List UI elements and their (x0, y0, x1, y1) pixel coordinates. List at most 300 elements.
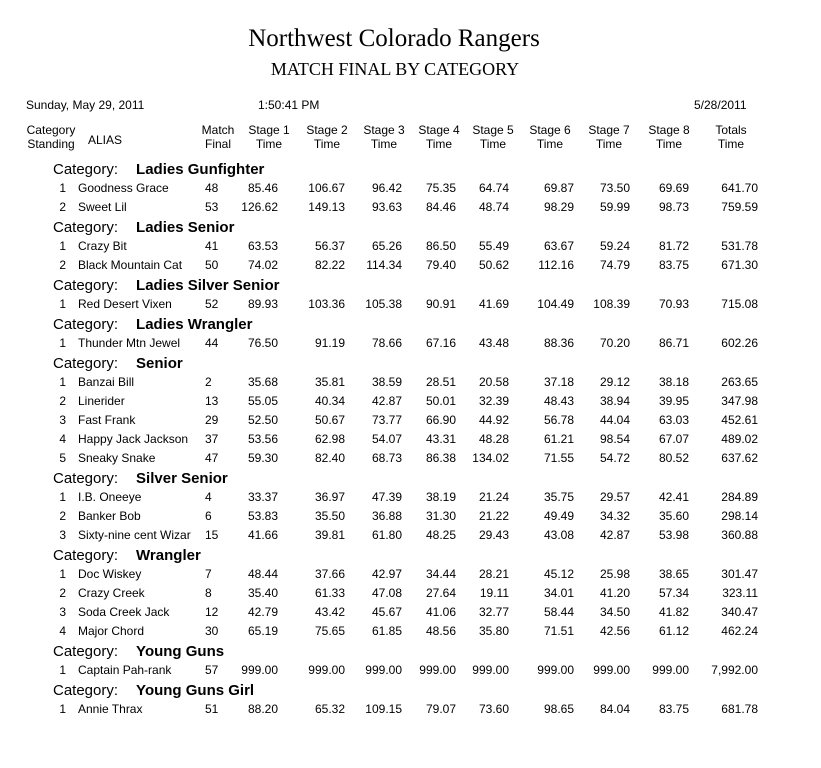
stage-8-cell: 61.12 (658, 624, 689, 638)
alias-cell: Captain Pah-rank (78, 663, 172, 677)
standing-cell: 4 (59, 432, 66, 446)
total-cell: 641.70 (721, 181, 758, 195)
stage-5-cell: 20.58 (478, 375, 509, 389)
stage-7-cell: 999.00 (593, 663, 630, 677)
alias-cell: Sweet Lil (78, 200, 127, 214)
stage-1-cell: 53.56 (247, 432, 278, 446)
stage-6-cell: 98.29 (543, 200, 574, 214)
header-standing: Category Standing (26, 123, 76, 151)
stage-1-cell: 74.02 (247, 258, 278, 272)
standing-cell: 1 (59, 375, 66, 389)
stage-3-cell: 96.42 (371, 181, 402, 195)
category-label: Category: (53, 643, 119, 660)
stage-1-cell: 85.46 (247, 181, 278, 195)
category-header (53, 470, 228, 487)
match-final-cell: 2 (205, 375, 212, 389)
category-header (53, 355, 183, 372)
stage-1-cell: 48.44 (247, 567, 278, 581)
stage-3-cell: 114.34 (366, 258, 402, 272)
match-final-cell: 53 (205, 200, 219, 214)
print-time: 1:50:41 PM (258, 98, 320, 112)
match-final-cell: 44 (205, 336, 219, 350)
stage-4-cell: 84.46 (425, 200, 456, 214)
stage-8-cell: 81.72 (658, 239, 689, 253)
stage-6-cell: 35.75 (543, 490, 574, 504)
stage-6-cell: 71.55 (543, 451, 574, 465)
category-header (53, 682, 254, 699)
stage-8-cell: 35.60 (658, 509, 689, 523)
stage-2-cell: 91.19 (314, 336, 345, 350)
stage-6-cell: 34.01 (543, 586, 574, 600)
stage-7-cell: 44.04 (599, 413, 630, 427)
stage-7-cell: 34.32 (599, 509, 630, 523)
match-date: 5/28/2011 (694, 98, 747, 112)
category-label: Category: (53, 355, 119, 372)
stage-3-cell: 68.73 (371, 451, 402, 465)
stage-5-cell: 64.74 (478, 181, 509, 195)
standing-cell: 1 (59, 297, 66, 311)
standing-cell: 1 (59, 336, 66, 350)
match-final-cell: 8 (205, 586, 212, 600)
stage-1-cell: 42.79 (247, 605, 278, 619)
match-final-cell: 29 (205, 413, 219, 427)
alias-cell: Crazy Creek (78, 586, 145, 600)
total-cell: 602.26 (721, 336, 758, 350)
stage-7-cell: 41.20 (599, 586, 630, 600)
stage-2-cell: 75.65 (314, 624, 345, 638)
stage-3-cell: 93.63 (371, 200, 402, 214)
stage-1-cell: 126.62 (241, 200, 278, 214)
total-cell: 715.08 (721, 297, 758, 311)
stage-5-cell: 44.92 (478, 413, 509, 427)
table-row (0, 528, 821, 544)
standing-cell: 2 (59, 258, 66, 272)
alias-cell: Doc Wiskey (78, 567, 142, 581)
stage-1-cell: 41.66 (247, 528, 278, 542)
alias-cell: Banzai Bill (78, 375, 135, 389)
stage-3-cell: 42.87 (371, 394, 402, 408)
stage-1-cell: 999.00 (241, 663, 278, 677)
table-row (0, 394, 821, 410)
stage-7-cell: 38.94 (599, 394, 630, 408)
stage-7-cell: 98.54 (599, 432, 630, 446)
match-final-cell: 50 (205, 258, 219, 272)
total-cell: 489.02 (721, 432, 758, 446)
stage-7-cell: 42.56 (599, 624, 630, 638)
standing-cell: 4 (59, 624, 66, 638)
total-cell: 681.78 (721, 702, 758, 716)
stage-1-cell: 63.53 (247, 239, 278, 253)
header-stage-1: Stage 1 Time (248, 123, 290, 151)
total-cell: 323.11 (722, 586, 758, 600)
stage-4-cell: 79.40 (425, 258, 456, 272)
category-name: Ladies Silver Senior (136, 277, 280, 294)
stage-5-cell: 48.28 (478, 432, 509, 446)
stage-6-cell: 63.67 (543, 239, 574, 253)
stage-7-cell: 29.12 (599, 375, 630, 389)
stage-7-cell: 108.39 (593, 297, 630, 311)
alias-cell: Goodness Grace (78, 181, 169, 195)
alias-cell: Annie Thrax (78, 702, 143, 716)
total-cell: 637.62 (721, 451, 758, 465)
stage-4-cell: 79.07 (425, 702, 456, 716)
stage-4-cell: 38.19 (425, 490, 456, 504)
stage-2-cell: 43.42 (314, 605, 345, 619)
match-final-cell: 41 (205, 239, 219, 253)
stage-4-cell: 43.31 (425, 432, 456, 446)
stage-8-cell: 42.41 (658, 490, 689, 504)
stage-2-cell: 82.22 (314, 258, 345, 272)
header-stage-4: Stage 4 Time (418, 123, 460, 151)
stage-8-cell: 41.82 (658, 605, 689, 619)
stage-5-cell: 29.43 (478, 528, 509, 542)
stage-1-cell: 88.20 (247, 702, 278, 716)
category-label: Category: (53, 161, 119, 178)
stage-1-cell: 33.37 (247, 490, 278, 504)
stage-3-cell: 47.39 (371, 490, 402, 504)
match-final-cell: 7 (205, 567, 212, 581)
stage-8-cell: 39.95 (658, 394, 689, 408)
alias-cell: Soda Creek Jack (78, 605, 170, 619)
stage-7-cell: 73.50 (599, 181, 630, 195)
stage-2-cell: 106.67 (308, 181, 345, 195)
total-cell: 263.65 (721, 375, 758, 389)
stage-3-cell: 65.26 (371, 239, 402, 253)
alias-cell: Major Chord (78, 624, 145, 638)
stage-4-cell: 86.38 (425, 451, 456, 465)
match-final-cell: 4 (205, 490, 212, 504)
total-cell: 360.88 (721, 528, 758, 542)
category-name: Young Guns Girl (136, 682, 255, 699)
standing-cell: 1 (59, 702, 66, 716)
header-match-final: Match Final (201, 123, 235, 151)
stage-8-cell: 83.75 (658, 702, 689, 716)
table-row (0, 624, 821, 640)
stage-3-cell: 73.77 (371, 413, 402, 427)
stage-5-cell: 48.74 (478, 200, 509, 214)
table-row (0, 451, 821, 467)
stage-8-cell: 38.18 (658, 375, 689, 389)
category-name: Young Guns (136, 643, 225, 660)
match-final-cell: 12 (205, 605, 219, 619)
stage-7-cell: 59.99 (599, 200, 630, 214)
category-label: Category: (53, 277, 119, 294)
stage-5-cell: 21.22 (478, 509, 509, 523)
match-final-cell: 13 (205, 394, 219, 408)
stage-6-cell: 69.87 (543, 181, 574, 195)
match-final-cell: 57 (205, 663, 219, 677)
stage-1-cell: 35.40 (247, 586, 278, 600)
stage-1-cell: 59.30 (247, 451, 278, 465)
stage-3-cell: 47.08 (371, 586, 402, 600)
stage-2-cell: 50.67 (314, 413, 345, 427)
stage-7-cell: 34.50 (599, 605, 630, 619)
table-row (0, 297, 821, 313)
category-label: Category: (53, 316, 119, 333)
stage-4-cell: 75.35 (425, 181, 456, 195)
standing-cell: 2 (59, 586, 66, 600)
standing-cell: 5 (59, 451, 66, 465)
stage-5-cell: 50.62 (478, 258, 509, 272)
stage-8-cell: 38.65 (658, 567, 689, 581)
stage-8-cell: 83.75 (658, 258, 689, 272)
standing-cell: 3 (59, 528, 66, 542)
stage-5-cell: 43.48 (478, 336, 509, 350)
stage-8-cell: 69.69 (658, 181, 689, 195)
stage-6-cell: 999.00 (537, 663, 574, 677)
standing-cell: 1 (59, 490, 66, 504)
stage-4-cell: 48.25 (425, 528, 456, 542)
category-name: Ladies Wrangler (136, 316, 253, 333)
stage-2-cell: 62.98 (314, 432, 345, 446)
standing-cell: 2 (59, 509, 66, 523)
table-row (0, 375, 821, 391)
header-stage-2: Stage 2 Time (306, 123, 348, 151)
stage-5-cell: 134.02 (472, 451, 509, 465)
header-stage-7: Stage 7 Time (588, 123, 630, 151)
alias-cell: Banker Bob (78, 509, 141, 523)
stage-4-cell: 90.91 (425, 297, 456, 311)
stage-5-cell: 999.00 (472, 663, 509, 677)
category-label: Category: (53, 219, 119, 236)
stage-6-cell: 49.49 (543, 509, 574, 523)
stage-1-cell: 52.50 (247, 413, 278, 427)
stage-2-cell: 56.37 (314, 239, 345, 253)
stage-3-cell: 61.85 (371, 624, 402, 638)
category-header (53, 277, 279, 294)
header-stage-8: Stage 8 Time (648, 123, 690, 151)
stage-2-cell: 149.13 (308, 200, 345, 214)
table-row (0, 239, 821, 255)
stage-1-cell: 89.93 (247, 297, 278, 311)
stage-6-cell: 112.16 (538, 258, 574, 272)
stage-5-cell: 32.77 (478, 605, 509, 619)
stage-2-cell: 999.00 (308, 663, 345, 677)
table-row (0, 605, 821, 621)
stage-3-cell: 105.38 (365, 297, 402, 311)
stage-3-cell: 999.00 (365, 663, 402, 677)
stage-1-cell: 65.19 (247, 624, 278, 638)
stage-7-cell: 59.24 (599, 239, 630, 253)
total-cell: 452.61 (721, 413, 758, 427)
match-final-cell: 51 (205, 702, 219, 716)
stage-8-cell: 80.52 (658, 451, 689, 465)
print-date: Sunday, May 29, 2011 (26, 98, 145, 112)
table-row (0, 509, 821, 525)
match-final-cell: 6 (205, 509, 212, 523)
stage-8-cell: 98.73 (658, 200, 689, 214)
stage-3-cell: 38.59 (371, 375, 402, 389)
header-stage-5: Stage 5 Time (472, 123, 514, 151)
standing-cell: 3 (59, 413, 66, 427)
stage-7-cell: 25.98 (599, 567, 630, 581)
table-row (0, 567, 821, 583)
stage-6-cell: 48.43 (543, 394, 574, 408)
category-header (53, 219, 234, 236)
stage-8-cell: 53.98 (658, 528, 689, 542)
alias-cell: Black Mountain Cat (78, 258, 183, 272)
table-row (0, 200, 821, 216)
table-row (0, 413, 821, 429)
category-label: Category: (53, 547, 119, 564)
stage-4-cell: 34.44 (425, 567, 456, 581)
stage-6-cell: 43.08 (543, 528, 574, 542)
stage-8-cell: 67.07 (658, 432, 689, 446)
match-final-cell: 47 (205, 451, 219, 465)
stage-4-cell: 50.01 (425, 394, 456, 408)
stage-7-cell: 70.20 (599, 336, 630, 350)
match-final-cell: 52 (205, 297, 219, 311)
table-row (0, 432, 821, 448)
table-row (0, 336, 821, 352)
total-cell: 462.24 (721, 624, 758, 638)
category-name: Wrangler (136, 547, 201, 564)
stage-6-cell: 88.36 (543, 336, 574, 350)
standing-cell: 3 (59, 605, 66, 619)
stage-3-cell: 61.80 (371, 528, 402, 542)
match-final-cell: 30 (205, 624, 219, 638)
stage-2-cell: 103.36 (308, 297, 345, 311)
stage-4-cell: 41.06 (425, 605, 456, 619)
header-alias: ALIAS (88, 133, 123, 147)
standing-cell: 2 (59, 200, 66, 214)
alias-cell: Linerider (78, 394, 125, 408)
header-totals: Totals Time (715, 123, 747, 151)
stage-8-cell: 999.00 (652, 663, 689, 677)
stage-8-cell: 86.71 (658, 336, 689, 350)
table-row (0, 490, 821, 506)
stage-3-cell: 42.97 (371, 567, 402, 581)
category-label: Category: (53, 470, 119, 487)
category-header (53, 316, 252, 333)
alias-cell: Sneaky Snake (78, 451, 156, 465)
stage-7-cell: 54.72 (599, 451, 630, 465)
total-cell: 759.59 (721, 200, 758, 214)
category-header (53, 161, 264, 178)
category-header (53, 547, 201, 564)
stage-4-cell: 28.51 (425, 375, 456, 389)
stage-3-cell: 109.15 (365, 702, 402, 716)
stage-2-cell: 65.32 (314, 702, 345, 716)
standing-cell: 1 (59, 663, 66, 677)
stage-3-cell: 36.88 (371, 509, 402, 523)
standing-cell: 1 (59, 181, 66, 195)
total-cell: 671.30 (721, 258, 758, 272)
stage-6-cell: 98.65 (543, 702, 574, 716)
stage-7-cell: 42.87 (599, 528, 630, 542)
alias-cell: Thunder Mtn Jewel (78, 336, 181, 350)
stage-2-cell: 35.81 (314, 375, 345, 389)
category-label: Category: (53, 682, 119, 699)
stage-5-cell: 55.49 (478, 239, 509, 253)
stage-3-cell: 78.66 (371, 336, 402, 350)
alias-cell: Fast Frank (78, 413, 136, 427)
alias-cell: I.B. Oneeye (78, 490, 142, 504)
stage-5-cell: 41.69 (478, 297, 509, 311)
standing-cell: 1 (59, 567, 66, 581)
alias-cell: Sixty-nine cent Wizar (78, 528, 191, 542)
stage-6-cell: 56.78 (543, 413, 574, 427)
table-row (0, 663, 821, 679)
total-cell: 347.98 (721, 394, 758, 408)
stage-6-cell: 37.18 (543, 375, 574, 389)
total-cell: 298.14 (721, 509, 758, 523)
stage-4-cell: 27.64 (425, 586, 456, 600)
stage-6-cell: 45.12 (543, 567, 574, 581)
stage-5-cell: 21.24 (478, 490, 509, 504)
category-name: Ladies Gunfighter (136, 161, 265, 178)
stage-1-cell: 53.83 (247, 509, 278, 523)
standing-cell: 2 (59, 394, 66, 408)
stage-3-cell: 54.07 (371, 432, 402, 446)
table-row (0, 181, 821, 197)
stage-1-cell: 76.50 (247, 336, 278, 350)
stage-5-cell: 32.39 (478, 394, 509, 408)
total-cell: 340.47 (721, 605, 758, 619)
stage-2-cell: 39.81 (314, 528, 345, 542)
stage-2-cell: 36.97 (314, 490, 345, 504)
total-cell: 7,992.00 (711, 663, 758, 677)
category-name: Ladies Senior (136, 219, 235, 236)
stage-7-cell: 84.04 (599, 702, 630, 716)
stage-6-cell: 71.51 (543, 624, 574, 638)
stage-5-cell: 35.80 (478, 624, 509, 638)
stage-2-cell: 61.33 (314, 586, 345, 600)
alias-cell: Red Desert Vixen (78, 297, 172, 311)
standing-cell: 1 (59, 239, 66, 253)
match-final-cell: 37 (205, 432, 219, 446)
stage-8-cell: 70.93 (658, 297, 689, 311)
stage-5-cell: 19.11 (479, 586, 509, 600)
stage-7-cell: 74.79 (599, 258, 630, 272)
stage-5-cell: 73.60 (478, 702, 509, 716)
stage-1-cell: 35.68 (247, 375, 278, 389)
stage-4-cell: 67.16 (425, 336, 456, 350)
alias-cell: Happy Jack Jackson (78, 432, 189, 446)
stage-2-cell: 82.40 (314, 451, 345, 465)
stage-8-cell: 63.03 (658, 413, 689, 427)
alias-cell: Crazy Bit (78, 239, 127, 253)
stage-4-cell: 66.90 (425, 413, 456, 427)
stage-6-cell: 58.44 (543, 605, 574, 619)
stage-5-cell: 28.21 (478, 567, 509, 581)
header-stage-6: Stage 6 Time (529, 123, 571, 151)
match-final-cell: 15 (205, 528, 219, 542)
table-row (0, 258, 821, 274)
table-row (0, 586, 821, 602)
stage-6-cell: 104.49 (537, 297, 574, 311)
stage-4-cell: 48.56 (425, 624, 456, 638)
match-final-cell: 48 (205, 181, 219, 195)
stage-8-cell: 57.34 (658, 586, 689, 600)
total-cell: 531.78 (721, 239, 758, 253)
table-row (0, 702, 821, 718)
total-cell: 301.47 (721, 567, 758, 581)
stage-1-cell: 55.05 (247, 394, 278, 408)
header-stage-3: Stage 3 Time (363, 123, 405, 151)
stage-2-cell: 37.66 (314, 567, 345, 581)
stage-7-cell: 29.57 (599, 490, 630, 504)
report-title: Northwest Colorado Rangers (248, 25, 540, 52)
stage-6-cell: 61.21 (543, 432, 574, 446)
report-subtitle: MATCH FINAL BY CATEGORY (270, 59, 520, 79)
stage-4-cell: 86.50 (425, 239, 456, 253)
category-header (53, 643, 224, 660)
stage-4-cell: 31.30 (425, 509, 456, 523)
stage-2-cell: 35.50 (314, 509, 345, 523)
category-name: Silver Senior (136, 470, 228, 487)
stage-3-cell: 45.67 (371, 605, 402, 619)
